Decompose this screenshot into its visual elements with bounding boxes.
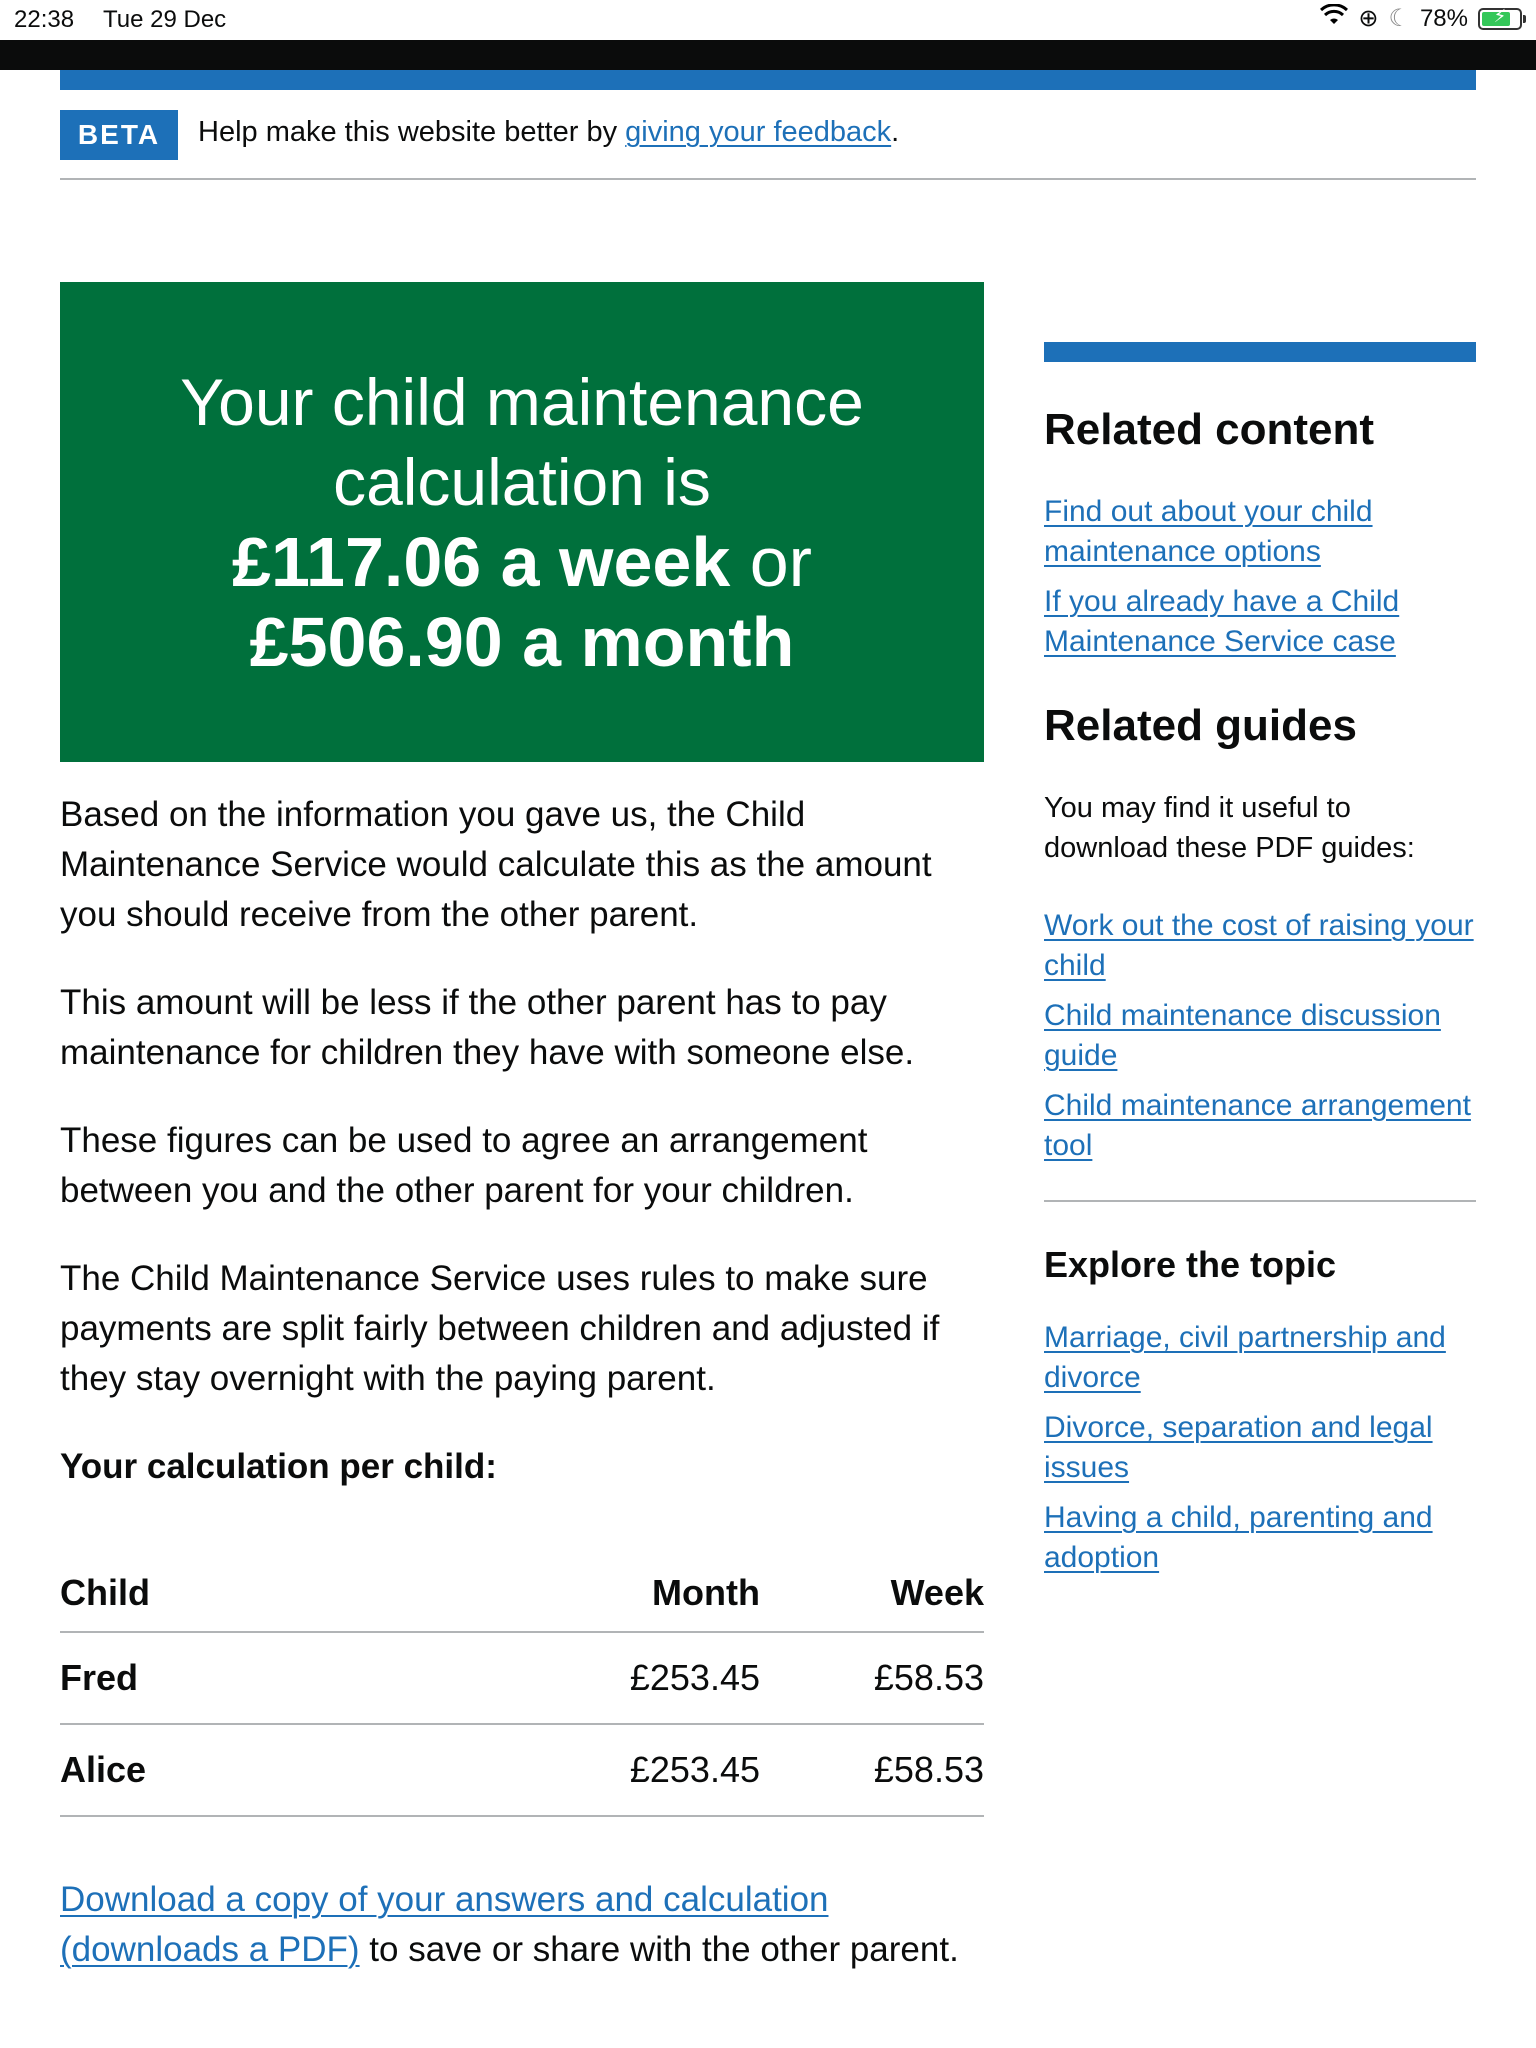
week-amount: £117.06 a week — [232, 523, 731, 601]
header-month: Month — [536, 1555, 760, 1632]
month-amount: £506.90 a month — [249, 603, 795, 681]
browser-top-bar — [0, 40, 1536, 70]
status-bar — [0, 0, 1536, 40]
related-guides-heading: Related guides — [1044, 701, 1357, 750]
body-paragraph: This amount will be less if the other parent has to pay maintenance for children they have with someone else. — [60, 983, 915, 1072]
table-header-row — [60, 1555, 984, 1632]
guide-link[interactable]: Child maintenance arrangement tool — [1044, 1089, 1471, 1162]
main-content — [60, 790, 984, 1492]
beta-divider — [60, 178, 1476, 180]
feedback-link[interactable]: giving your feedback — [625, 116, 892, 148]
orientation-lock-icon: ⊕ — [1358, 5, 1379, 32]
result-panel — [60, 282, 984, 762]
child-name: Alice — [60, 1724, 536, 1816]
child-month: £253.45 — [536, 1724, 760, 1816]
sidebar — [1044, 342, 1476, 1588]
status-icons — [1320, 4, 1522, 34]
list-item — [1044, 996, 1476, 1076]
panel-title-line-1: Your child maintenance — [180, 365, 864, 439]
table-row — [60, 1632, 984, 1724]
download-paragraph — [60, 1875, 984, 1975]
header-week: Week — [760, 1555, 984, 1632]
battery-percent: 78% — [1419, 5, 1468, 32]
topic-link[interactable]: Marriage, civil partnership and divorce — [1044, 1321, 1446, 1394]
list-item — [1044, 1086, 1476, 1166]
list-item — [1044, 1318, 1476, 1398]
beta-tag: BETA — [60, 110, 178, 160]
explore-topic-list — [1044, 1318, 1476, 1578]
calculation-table — [60, 1555, 984, 1817]
per-child-heading: Your calculation per child: — [60, 1447, 497, 1486]
body-paragraph: Based on the information you gave us, the Child Maintenance Service would calculate this as the amount you should receive from the other parent. — [60, 795, 932, 934]
download-text-after: to save or share with the other parent. — [359, 1930, 959, 1969]
beta-text-before: Help make this website better by — [198, 116, 626, 148]
related-content-list — [1044, 492, 1476, 662]
child-name: Fred — [60, 1632, 536, 1724]
download-pdf-link[interactable]: Download a copy of your answers and calculation (downloads a PDF) — [60, 1880, 829, 1969]
guide-link[interactable]: Work out the cost of raising your child — [1044, 909, 1474, 982]
battery-icon — [1478, 8, 1522, 30]
charging-icon: ⚡ — [1493, 6, 1507, 26]
panel-week-line — [60, 522, 984, 602]
related-guides-list — [1044, 906, 1476, 1166]
beta-text-after: . — [891, 116, 900, 148]
child-week: £58.53 — [760, 1632, 984, 1724]
header-blue-rule — [60, 70, 1476, 90]
related-content-link[interactable]: If you already have a Child Maintenance Service case — [1044, 585, 1400, 658]
list-item — [1044, 1498, 1476, 1578]
panel-month-line — [60, 602, 984, 682]
list-item — [1044, 582, 1476, 662]
topic-link[interactable]: Having a child, parenting and adoption — [1044, 1501, 1433, 1574]
related-content-link[interactable]: Find out about your child maintenance options — [1044, 495, 1373, 568]
status-time: 22:38 — [14, 6, 75, 33]
child-week: £58.53 — [760, 1724, 984, 1816]
beta-banner-text — [198, 116, 899, 149]
list-item — [1044, 492, 1476, 572]
sidebar-divider — [1044, 1200, 1476, 1202]
list-item — [1044, 1408, 1476, 1488]
child-month: £253.45 — [536, 1632, 760, 1724]
panel-or: or — [730, 523, 812, 601]
list-item — [1044, 906, 1476, 986]
body-paragraph: These figures can be used to agree an arrangement between you and the other parent for your children. — [60, 1121, 868, 1210]
table-row — [60, 1724, 984, 1816]
status-date: Tue 29 Dec — [103, 6, 227, 33]
guide-link[interactable]: Child maintenance discussion guide — [1044, 999, 1441, 1072]
wifi-icon — [1320, 4, 1348, 34]
header-child: Child — [60, 1555, 536, 1632]
related-guides-intro: You may find it useful to download these PDF guides: — [1044, 792, 1415, 864]
related-content-heading: Related content — [1044, 405, 1375, 454]
body-paragraph: The Child Maintenance Service uses rules to make sure payments are split fairly between children and adjusted if they stay overnight with the paying parent. — [60, 1259, 940, 1398]
panel-title-line-2: calculation is — [333, 445, 711, 519]
topic-link[interactable]: Divorce, separation and legal issues — [1044, 1411, 1433, 1484]
explore-topic-heading: Explore the topic — [1044, 1244, 1337, 1285]
sidebar-blue-rule — [1044, 342, 1476, 362]
moon-icon: ☾ — [1388, 5, 1410, 32]
